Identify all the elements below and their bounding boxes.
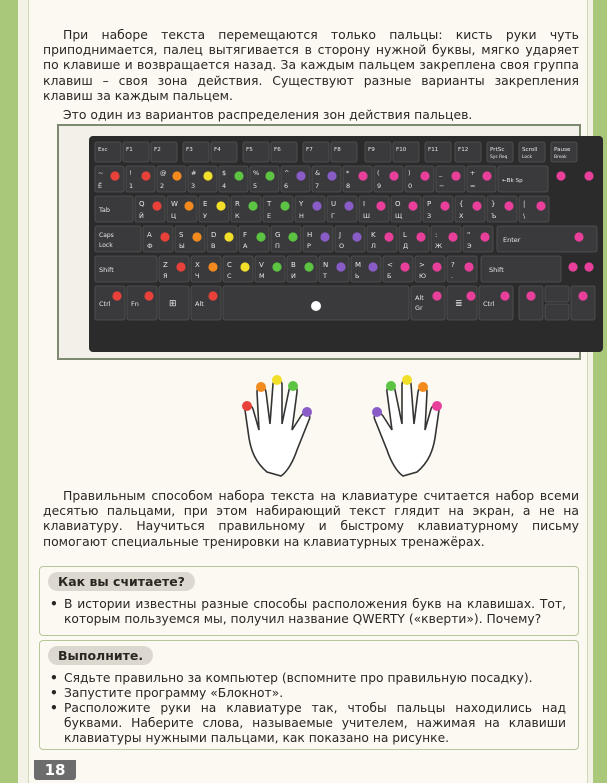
keyboard-caption: Это один из вариантов распределения зон действия пальцев. (63, 107, 473, 122)
finger-dot-num-9 (389, 171, 398, 180)
key-label-alt: Alt (415, 294, 424, 302)
finger-dot-a-9 (416, 232, 425, 241)
key-num-top-2: @ (160, 169, 167, 177)
key-q-rus-2: Ц (171, 212, 177, 220)
key-num-top-10: ) (408, 169, 411, 177)
finger-dot-q-11 (472, 201, 481, 210)
key-a-lat-7: J (339, 231, 342, 239)
key-z-lat-2: X (195, 261, 200, 269)
finger-dot-z-10 (464, 262, 473, 271)
finger-dot-num-4 (234, 171, 243, 180)
key-q-rus-1: Й (139, 212, 144, 220)
finger-dot-num-1 (141, 171, 150, 180)
key-label-f9: F9 (368, 147, 375, 153)
finger-dot-z-4 (272, 262, 281, 271)
key-a-lat-2: S (179, 231, 184, 239)
finger-dot-left-pinky (242, 401, 252, 411)
key-z-rus-3: С (227, 272, 232, 280)
key-num-bottom-0: Ё (98, 182, 103, 190)
finger-dot-backspace (556, 171, 565, 180)
finger-dot-num-5 (265, 171, 274, 180)
menu-icon: ≣ (455, 299, 463, 309)
finger-dot-num-0 (110, 171, 119, 180)
finger-dot-q-10 (440, 201, 449, 210)
key-label-caps: Caps (99, 232, 114, 239)
key-a-rus-10: Ж (435, 242, 443, 250)
finger-dot-q-8 (376, 201, 385, 210)
key-num-bottom-11: − (439, 182, 445, 190)
finger-dot-space (311, 301, 321, 311)
key-a-rus-7: О (339, 242, 345, 250)
finger-dot-z-5 (304, 262, 313, 271)
finger-dot-q-6 (312, 201, 321, 210)
finger-dot-num-10 (420, 171, 429, 180)
finger-dot-a-5 (288, 232, 297, 241)
key-z-rus-2: Ч (195, 272, 200, 280)
key-label-f11: F11 (428, 147, 439, 153)
finger-dot-z-7 (368, 262, 377, 271)
finger-dot-num-12 (482, 171, 491, 180)
key-num-top-9: ( (377, 169, 380, 177)
key-num-bottom-4: 4 (222, 182, 227, 190)
finger-dot-right-pinky (432, 401, 442, 411)
key-a-lat-6: H (307, 231, 313, 239)
think-box-heading: Как вы считаете? (48, 572, 195, 591)
key-a-rus-1: Ф (147, 242, 153, 250)
finger-dot-shift-right-2 (584, 262, 593, 271)
key-label-shift-left: Shift (99, 266, 114, 274)
key-num-top-5: % (253, 169, 260, 177)
key-z-lat-6: N (323, 261, 329, 269)
finger-dot-q-1 (152, 201, 161, 210)
do-box (39, 640, 579, 750)
key-a-lat-3: D (211, 231, 217, 239)
finger-dot-z-1 (176, 262, 185, 271)
key-z-lat-4: V (259, 261, 264, 269)
key-arrow-left (519, 286, 543, 320)
key-arrow-down (545, 304, 569, 320)
finger-dot-arrow-right (578, 291, 587, 300)
key-num-bottom-1: 1 (129, 182, 134, 190)
key-z-lat-8: < (387, 261, 393, 269)
key-z-rus-5: И (291, 272, 296, 280)
key-a-lat-8: K (371, 231, 376, 239)
finger-dot-right-index (386, 381, 396, 391)
key-label-f8: F8 (334, 147, 341, 153)
key-z-rus-6: Т (323, 272, 327, 280)
finger-dot-left-middle (272, 375, 282, 385)
finger-dot-z-9 (432, 262, 441, 271)
key-label-f5: F5 (246, 147, 253, 153)
key-z-lat-5: B (291, 261, 296, 269)
key-z-rus-10: . (451, 272, 454, 280)
key-q-rus-7: Г (331, 212, 335, 220)
windows-icon: ⊞ (169, 299, 177, 309)
key-q-lat-7: U (331, 200, 337, 208)
key-label-alt-left: Alt (195, 300, 204, 308)
key-z-lat-7: M (355, 261, 362, 269)
finger-dot-q-2 (184, 201, 193, 210)
finger-dot-z-6 (336, 262, 345, 271)
finger-dot-backspace-2 (584, 171, 593, 180)
key-q-rus-5: Е (267, 212, 272, 220)
finger-dot-q-9 (408, 201, 417, 210)
finger-dot-a-4 (256, 232, 265, 241)
key-a-lat-11: " (467, 231, 471, 239)
finger-dot-num-8 (358, 171, 367, 180)
finger-dot-num-2 (172, 171, 181, 180)
finger-dot-z-3 (240, 262, 249, 271)
key-num-top-11: _ (439, 169, 443, 177)
left-hand (245, 379, 310, 476)
hands-illustration (237, 372, 447, 484)
key-a-rus-8: Л (371, 242, 376, 250)
key-num-top-6: ^ (284, 169, 290, 177)
key-z-rus-4: М (259, 272, 265, 280)
key-z-lat-10: ? (451, 261, 455, 269)
key-a-rus-3: В (211, 242, 216, 250)
finger-dot-q-5 (280, 201, 289, 210)
finger-dot-arrow-left (526, 291, 535, 300)
key-q-lat-9: O (395, 200, 401, 208)
key-a-rus-5: П (275, 242, 280, 250)
key-num-top-4: $ (222, 169, 227, 177)
page-content (28, 0, 588, 783)
key-num-top-1: ! (129, 169, 132, 177)
key-label-f4: F4 (214, 147, 221, 153)
finger-dot-a-6 (320, 232, 329, 241)
finger-dot-shift-right (568, 262, 577, 271)
key-a-rus-11: Э (467, 242, 472, 250)
key-num-bottom-3: 3 (191, 182, 196, 190)
key-a-rus-2: Ы (179, 242, 185, 250)
key-label-f12: F12 (458, 147, 469, 153)
finger-dot-num-11 (451, 171, 460, 180)
finger-dot-fn (144, 291, 153, 300)
key-q-lat-11: { (459, 200, 464, 208)
key-label-gr: Gr (415, 304, 423, 312)
key-z-lat-3: C (227, 261, 232, 269)
key-label-prtsc: PrtSc (490, 147, 505, 153)
key-q-lat-1: Q (139, 200, 145, 208)
finger-dot-left-ring (256, 382, 266, 392)
key-a-rus-9: Д (403, 242, 409, 250)
key-z-lat-1: Z (163, 261, 168, 269)
key-a-lat-5: G (275, 231, 281, 239)
do-bullet-1: • Сядьте правильно за компьютер (вспомните про правильную посадку). (50, 671, 566, 686)
key-q-rus-8: Ш (363, 212, 370, 220)
finger-dot-a-8 (384, 232, 393, 241)
key-q-lat-4: R (235, 200, 240, 208)
key-label-f1: F1 (126, 147, 133, 153)
key-q-lat-13: | (523, 200, 526, 208)
finger-dot-enter (574, 232, 583, 241)
do-box-heading: Выполните. (48, 646, 153, 665)
finger-dot-z-8 (400, 262, 409, 271)
finger-dot-altgr (432, 291, 441, 300)
key-q-lat-10: P (427, 200, 432, 208)
key-sublabel-13: Sys Req (490, 155, 508, 160)
page-number: 18 (34, 760, 76, 780)
key-label-scroll: Scroll (522, 147, 538, 153)
key-q-rus-13: \ (523, 212, 526, 220)
key-label-lock: Lock (99, 242, 113, 249)
finger-dot-a-3 (224, 232, 233, 241)
key-q-lat-6: Y (299, 200, 304, 208)
key-a-lat-9: L (403, 231, 407, 239)
key-num-bottom-6: 6 (284, 182, 289, 190)
key-q-rus-6: Н (299, 212, 304, 220)
key-arrow-up (545, 286, 569, 302)
keyboard-illustration (89, 136, 603, 352)
key-q-rus-9: Щ (395, 212, 403, 220)
key-label-f3: F3 (186, 147, 193, 153)
key-label-pause: Pause (554, 147, 571, 153)
key-sublabel-15: Break (554, 155, 567, 160)
key-num-bottom-2: 2 (160, 182, 165, 190)
key-z-rus-9: Ю (419, 272, 427, 280)
key-arrow-right (571, 286, 595, 320)
key-a-lat-1: A (147, 231, 152, 239)
key-label-f7: F7 (306, 147, 313, 153)
intro-paragraph: При наборе текста перемещаются только пальцы: кисть руки чуть приподнимается, палец вытягивается в сторону нужной буквы, мягко ударяет по клавише и возвращается назад. За каждым пальцем закреплена своя группа клавиш – своя зона действия. Существуют разные варианты закрепления клавиш за каждым пальцем. (43, 27, 579, 103)
finger-dot-q-3 (216, 201, 225, 210)
key-label-f2: F2 (154, 147, 161, 153)
finger-dot-z-2 (208, 262, 217, 271)
finger-dot-a-11 (480, 232, 489, 241)
key-z-rus-7: Ь (355, 272, 360, 280)
finger-dot-left-index (288, 381, 298, 391)
key-sublabel-14: Lock (522, 155, 533, 160)
key-label-enter: Enter (503, 236, 521, 244)
right-hand (374, 379, 439, 476)
keyboard-figure (57, 124, 581, 360)
key-label-tab: Tab (99, 206, 111, 214)
key-alt-gr (411, 286, 445, 320)
do-bullet-3: • Расположите руки на клавиатуре так, чтобы пальцы находились над буквами. Наберите слова, называемые учителем, нажимая на клавиши клавиатуры нужными пальцами, как показано на рисунке. (50, 701, 566, 746)
finger-dot-right-middle (402, 375, 412, 385)
key-q-rus-3: У (203, 212, 207, 220)
key-num-top-12: + (470, 169, 476, 177)
key-label-backspace: ←Bk Sp (502, 178, 523, 184)
finger-dot-num-6 (296, 171, 305, 180)
key-num-top-7: & (315, 169, 321, 177)
key-q-lat-12: } (491, 200, 496, 208)
key-q-rus-12: Ъ (491, 212, 497, 220)
finger-dot-num-7 (327, 171, 336, 180)
think-box (39, 566, 579, 636)
key-z-rus-1: Я (163, 272, 168, 280)
key-label-esc: Esc (98, 147, 108, 153)
key-label-f10: F10 (396, 147, 407, 153)
do-bullet-2: • Запустите программу «Блокнот». (50, 686, 566, 701)
finger-dot-a-1 (160, 232, 169, 241)
finger-dot-right-ring (418, 382, 428, 392)
key-num-top-8: * (346, 169, 350, 177)
key-num-bottom-5: 5 (253, 182, 258, 190)
key-label-f6: F6 (274, 147, 281, 153)
key-q-rus-10: З (427, 212, 432, 220)
key-a-lat-4: F (243, 231, 248, 239)
finger-dot-right-thumb (372, 407, 382, 417)
finger-dot-menu (466, 291, 475, 300)
finger-dot-a-7 (352, 232, 361, 241)
key-q-lat-8: I (363, 200, 366, 208)
finger-dot-q-7 (344, 201, 353, 210)
finger-dot-alt-left (208, 291, 217, 300)
key-q-lat-3: E (203, 200, 208, 208)
key-num-bottom-10: 0 (408, 182, 413, 190)
key-num-bottom-12: = (470, 182, 476, 190)
finger-dot-a-10 (448, 232, 457, 241)
key-a-lat-10: : (435, 231, 438, 239)
finger-dot-ctrl-right (500, 291, 509, 300)
finger-dot-a-2 (192, 232, 201, 241)
finger-dot-left-index-2 (302, 407, 312, 417)
key-q-lat-2: W (171, 200, 178, 208)
finger-dot-q-4 (248, 201, 257, 210)
key-a-rus-4: А (243, 242, 248, 250)
key-q-rus-4: К (235, 212, 240, 220)
key-z-lat-9: > (419, 261, 425, 269)
technique-paragraph: Правильным способом набора текста на клавиатуре считается набор всеми десятью пальцами, при этом набирающий текст глядит на экран, а не на клавиатуру. Научиться правильному и быстрому клавиатурному письму помогают специальные тренировки на клавиатурных тренажёрах. (43, 488, 579, 549)
key-z-rus-8: Б (387, 272, 392, 280)
key-num-top-3: # (191, 169, 197, 177)
key-q-lat-5: T (267, 200, 272, 208)
finger-dot-q-12 (504, 201, 513, 210)
key-label-ctrl-right: Ctrl (483, 300, 495, 308)
key-num-top-0: ~ (98, 169, 104, 177)
key-label-shift-right: Shift (489, 266, 504, 274)
key-num-bottom-7: 7 (315, 182, 320, 190)
finger-dot-q-13 (536, 201, 545, 210)
page-edge (593, 0, 607, 783)
finger-dot-num-3 (203, 171, 212, 180)
key-num-bottom-9: 9 (377, 182, 382, 190)
key-label-ctrl-left: Ctrl (99, 300, 111, 308)
key-q-rus-11: Х (459, 212, 464, 220)
think-bullet: • В истории известны разные способы расположения букв на клавишах. Тот, которым пользуемся мы, получил название QWERTY («кверти»). Почему? (50, 597, 566, 627)
key-label-fn: Fn (131, 300, 139, 308)
key-num-bottom-8: 8 (346, 182, 351, 190)
finger-dot-ctrl-left (112, 291, 121, 300)
key-a-rus-6: Р (307, 242, 311, 250)
